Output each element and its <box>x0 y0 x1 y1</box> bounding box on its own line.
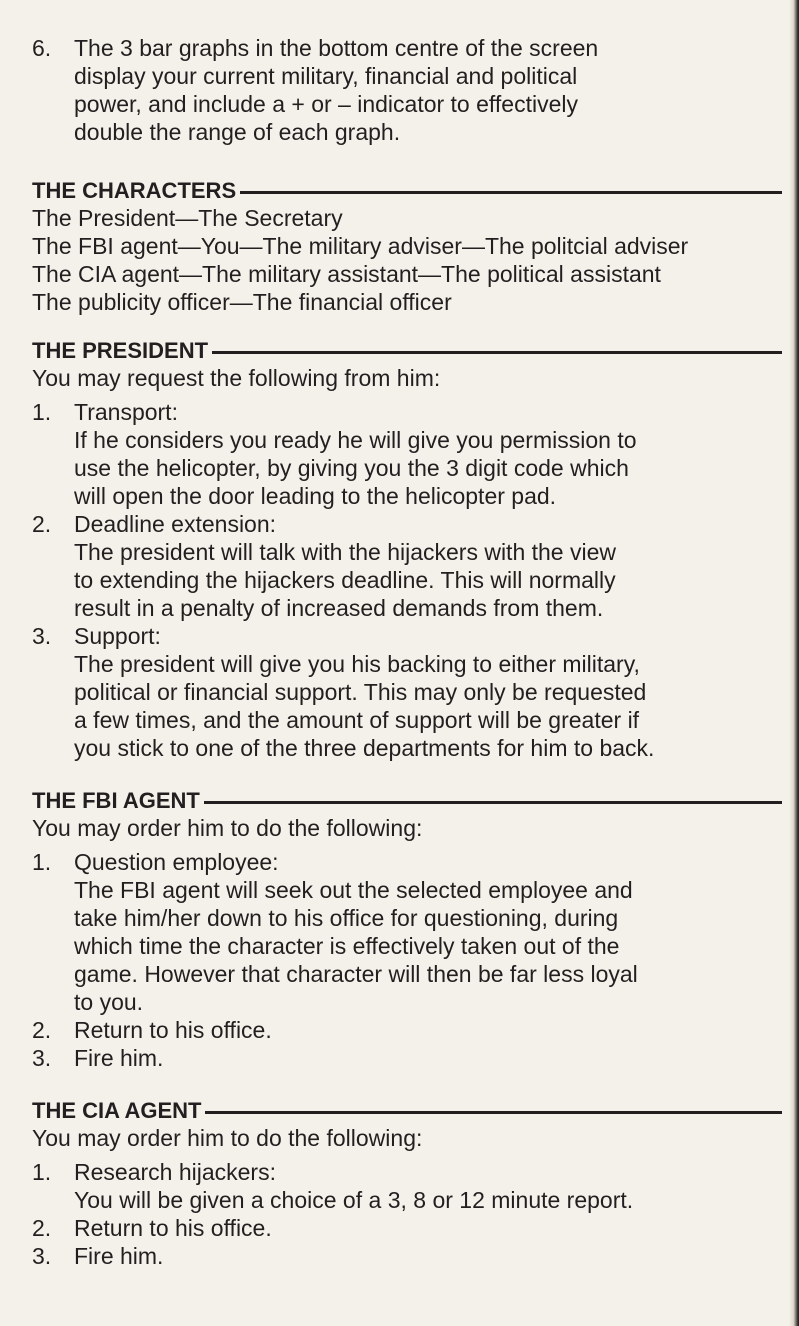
character-line: The CIA agent—The military assistant—The political assistant <box>32 261 661 287</box>
item-line: game. However that character will then be far less loyal <box>74 961 638 987</box>
item-title: Research hijackers: <box>74 1159 276 1185</box>
item-title: Return to his office. <box>74 1215 272 1241</box>
item-line: The president will talk with the hijackers with the view <box>74 539 617 565</box>
item-line: you stick to one of the three departments for him to back. <box>74 735 655 761</box>
item-line: political or financial support. This may only be requested <box>74 679 647 705</box>
list-item <box>32 1214 782 1242</box>
item-title: Question employee: <box>74 849 279 875</box>
heading-text: THE FBI AGENT <box>32 788 200 813</box>
item-number: 1. <box>32 399 52 425</box>
item-line: double the range of each graph. <box>74 119 401 145</box>
section-characters <box>32 178 782 316</box>
item-line: which time the character is effectively taken out of the <box>74 933 620 959</box>
heading-rule <box>204 801 782 804</box>
item-line: will open the door leading to the helicopter pad. <box>74 483 557 509</box>
item-title: Support: <box>74 623 161 649</box>
heading-rule <box>205 1111 782 1114</box>
page-edge-shadow <box>789 0 799 1326</box>
item-line: to you. <box>74 989 144 1015</box>
section-fbi-agent <box>32 788 782 1072</box>
item-line: a few times, and the amount of support will be greater if <box>74 707 640 733</box>
item-line: result in a penalty of increased demands from them. <box>74 595 604 621</box>
character-line: The publicity officer—The financial officer <box>32 289 452 315</box>
item-number: 2. <box>32 511 52 537</box>
item-number: 2. <box>32 1215 52 1241</box>
heading-text: THE CHARACTERS <box>32 178 237 203</box>
item-number: 1. <box>32 849 52 875</box>
item-line: to extending the hijackers deadline. This will normally <box>74 567 616 593</box>
item-number: 3. <box>32 1045 52 1071</box>
list-item <box>32 1016 782 1044</box>
item-title: Transport: <box>74 399 178 425</box>
item-line: The FBI agent will seek out the selected employee and <box>74 877 633 903</box>
list-item <box>32 622 782 762</box>
section-president <box>32 338 782 762</box>
section-cia-agent <box>32 1098 782 1270</box>
item-line: If he considers you ready he will give you permission to <box>74 427 637 453</box>
section-heading <box>32 338 782 364</box>
item-number: 6. <box>32 35 52 61</box>
section-intro: You may order him to do the following: <box>32 815 423 841</box>
item-line: use the helicopter, by giving you the 3 digit code which <box>74 455 629 481</box>
item-line: display your current military, financial and political <box>74 63 578 89</box>
section-heading <box>32 1098 782 1124</box>
list-item <box>32 1242 782 1270</box>
section-heading <box>32 788 782 814</box>
item-line: The president will give you his backing to either military, <box>74 651 640 677</box>
heading-rule <box>240 191 782 194</box>
section-intro: You may request the following from him: <box>32 365 441 391</box>
character-line: The President—The Secretary <box>32 205 343 231</box>
manual-page <box>32 34 782 1270</box>
item-line: You will be given a choice of a 3, 8 or 12 minute report. <box>74 1187 634 1213</box>
item-line: take him/her down to his office for questioning, during <box>74 905 619 931</box>
heading-text: THE PRESIDENT <box>32 338 209 363</box>
section-intro: You may order him to do the following: <box>32 1125 423 1151</box>
section-heading <box>32 178 782 204</box>
heading-text: THE CIA AGENT <box>32 1098 202 1123</box>
list-item <box>32 848 782 1016</box>
list-item <box>32 398 782 510</box>
heading-rule <box>212 351 782 354</box>
list-item <box>32 1158 782 1214</box>
list-item <box>32 510 782 622</box>
list-item <box>32 1044 782 1072</box>
item-title: Fire him. <box>74 1045 164 1071</box>
item-number: 3. <box>32 623 52 649</box>
item-number: 2. <box>32 1017 52 1043</box>
item-number: 3. <box>32 1243 52 1269</box>
item-line: The 3 bar graphs in the bottom centre of the screen <box>74 35 599 61</box>
character-line: The FBI agent—You—The military adviser—The politcial adviser <box>32 233 689 259</box>
item-title: Return to his office. <box>74 1017 272 1043</box>
item-title: Deadline extension: <box>74 511 277 537</box>
item-title: Fire him. <box>74 1243 164 1269</box>
item-line: power, and include a + or – indicator to effectively <box>74 91 578 117</box>
item-number: 1. <box>32 1159 52 1185</box>
intro-item <box>32 34 782 146</box>
